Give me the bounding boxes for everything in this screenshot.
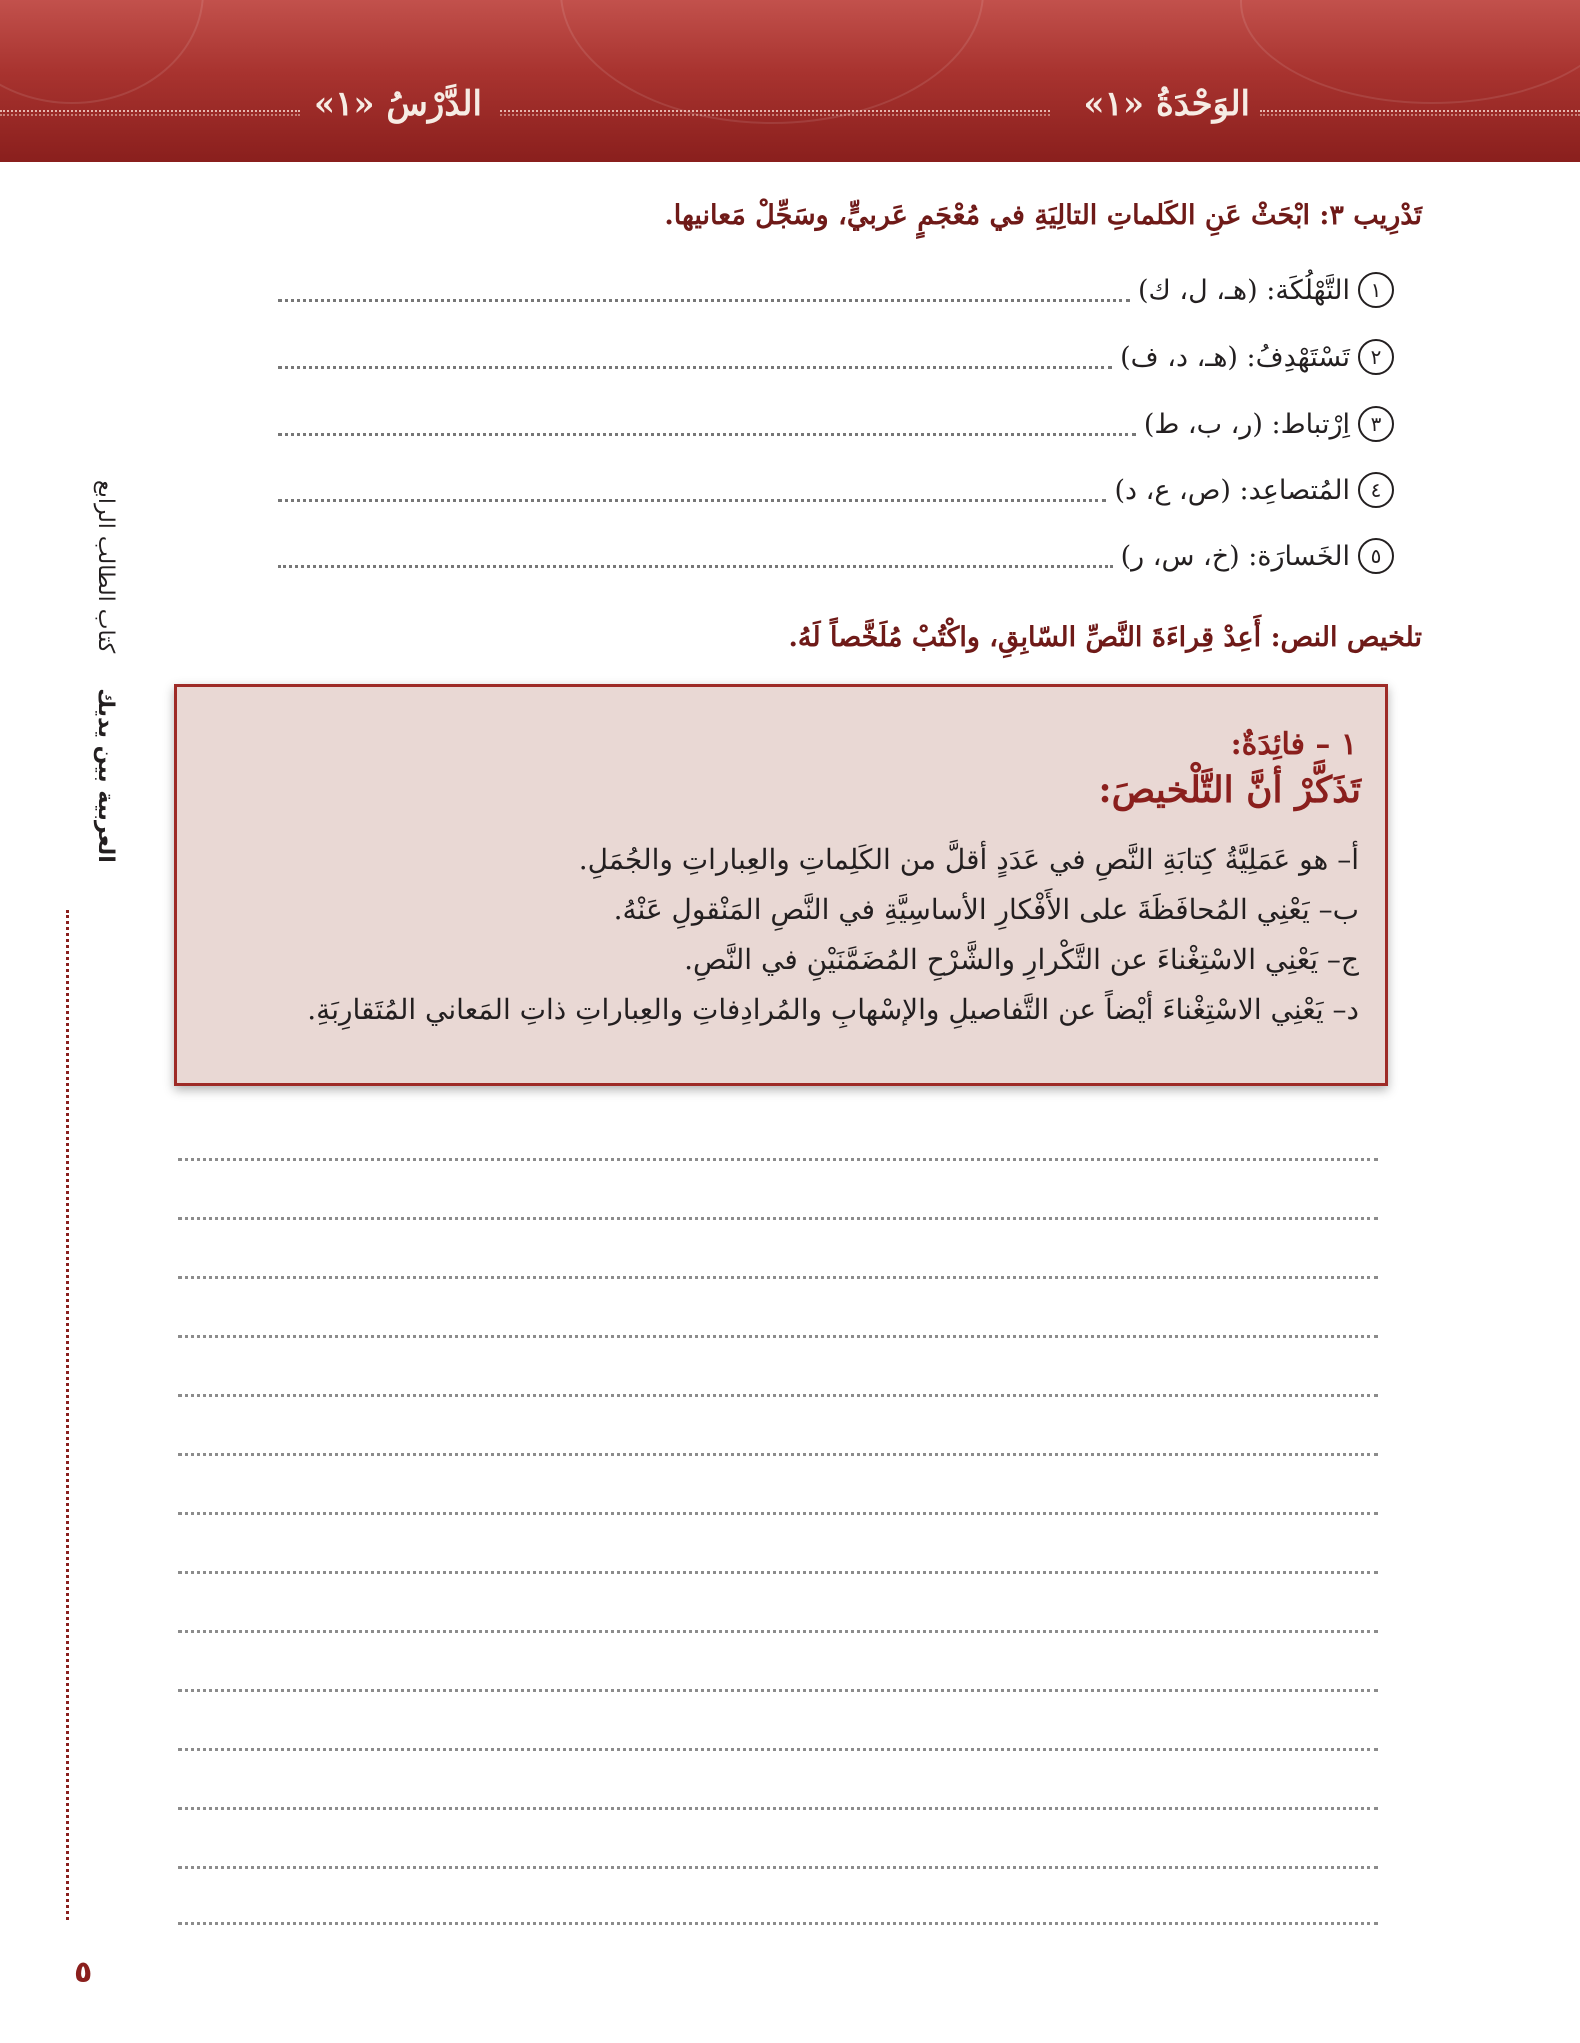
writing-line[interactable] [178, 1748, 1378, 1751]
book-title: العربية بين يديك [93, 688, 118, 863]
writing-line[interactable] [178, 1394, 1378, 1397]
unit-label: الوَحْدَةُ «١» [1083, 84, 1250, 124]
header-chain-decoration [0, 110, 300, 112]
summary-heading: تلخيص النص: أَعِدْ قِراءَةَ النَّصِّ السّابِقِ، واكْتُبْ مُلَخَّصاً لَهُ. [788, 622, 1422, 653]
lesson-label: الدَّرْسُ «١» [313, 84, 482, 124]
note-line: ب– يَعْنِي المُحافَظَةَ على الأَفْكارِ الأساسِيَّةِ في النَّصِ المَنْقولِ عَنْهُ. [613, 893, 1359, 926]
header-chain-decoration [1260, 110, 1580, 112]
exercise-item [278, 333, 1394, 381]
page-number: ٥ [74, 1955, 93, 1990]
writing-line[interactable] [178, 1630, 1378, 1633]
writing-line[interactable] [178, 1217, 1378, 1220]
exercise-item [278, 532, 1394, 580]
note-line: د– يَعْنِي الاسْتِغْناءَ أيْضاً عن التَّفاصيلِ والإسْهابِ والمُرادِفاتِ والعِباراتِ ذاتِ المَعاني المُتَقارِبَةِ. [307, 993, 1359, 1026]
note-box [174, 684, 1388, 1086]
book-title-text [93, 480, 118, 863]
exercise-item [278, 266, 1394, 314]
note-line: أ– هو عَمَلِيَّةُ كِتابَةِ النَّصِ في عَدَدٍ أقلَّ من الكَلِماتِ والعِباراتِ والجُمَلِ. [578, 843, 1359, 876]
exercise-item [278, 466, 1394, 514]
writing-line[interactable] [178, 1571, 1378, 1574]
answer-line[interactable] [278, 433, 1136, 436]
answer-line[interactable] [278, 565, 1113, 568]
writing-line[interactable] [178, 1335, 1378, 1338]
page-header [0, 0, 1580, 162]
header-chain-decoration [500, 114, 1050, 116]
book-title-vertical [38, 480, 118, 880]
header-chain-decoration [1260, 114, 1580, 116]
header-chain-decoration [0, 114, 300, 116]
exercise-item [278, 400, 1394, 448]
item-word: تَسْتَهْدِفُ: (هـ، د، ف) [1120, 341, 1350, 373]
side-chain-decoration [66, 910, 69, 1920]
writing-line[interactable] [178, 1276, 1378, 1279]
answer-line[interactable] [278, 299, 1130, 302]
item-number: ١ [1358, 272, 1394, 308]
item-word: التَّهْلُكَة: (هـ، ل، ك) [1137, 274, 1350, 306]
item-number: ٣ [1358, 406, 1394, 442]
item-word: الخَسارَة: (خ، س، ر) [1120, 540, 1350, 572]
writing-line[interactable] [178, 1689, 1378, 1692]
item-number: ٢ [1358, 339, 1394, 375]
header-ornament [560, 0, 984, 124]
exercise-heading: تَدْرِيب ٣: ابْحَثْ عَنِ الكَلماتِ التالِيَةِ في مُعْجَمٍ عَربيٍّ، وسَجِّلْ مَعانيها. [664, 200, 1422, 231]
writing-line[interactable] [178, 1158, 1378, 1161]
header-chain-decoration [500, 110, 1050, 112]
item-word: اِرْتباط: (ر، ب، ط) [1143, 408, 1350, 440]
note-title: ١ – فائِدَةٌ: [1230, 727, 1357, 762]
item-number: ٥ [1358, 538, 1394, 574]
item-word: المُتصاعِد: (ص، ع، د) [1114, 474, 1350, 506]
writing-line[interactable] [178, 1807, 1378, 1810]
book-level: كتاب الطالب الرابع [93, 480, 118, 654]
writing-line[interactable] [178, 1512, 1378, 1515]
writing-line[interactable] [178, 1922, 1378, 1925]
note-line: ج– يَعْنِي الاسْتِغْناءَ عن التَّكْرارِ والشَّرْحِ المُضَمَّنَيْنِ في النَّصِ. [684, 943, 1359, 976]
header-ornament [0, 0, 204, 104]
writing-line[interactable] [178, 1866, 1378, 1869]
note-subtitle: تَذَكَّرْ أنَّ التَّلْخيصَ: [1098, 769, 1361, 811]
header-ornament [1240, 0, 1580, 104]
answer-line[interactable] [278, 366, 1112, 369]
answer-line[interactable] [278, 499, 1106, 502]
writing-line[interactable] [178, 1453, 1378, 1456]
item-number: ٤ [1358, 472, 1394, 508]
